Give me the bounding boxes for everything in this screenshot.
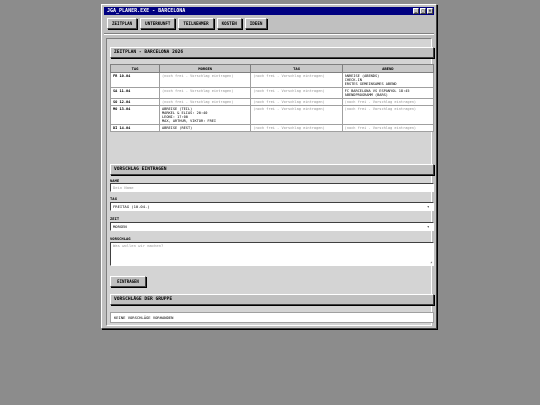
schedule-cell-morgen[interactable]	[160, 88, 251, 99]
col-morgen: MORGEN	[160, 65, 251, 73]
schedule-cell-abend[interactable]	[342, 125, 433, 132]
schedule-day: FR 10.04	[111, 73, 160, 88]
title-bar[interactable]	[104, 7, 434, 15]
minimize-button[interactable]: _	[414, 8, 418, 13]
schedule-day: SO 12.04	[111, 99, 160, 106]
nav-divider	[104, 33, 434, 35]
content-panel	[106, 38, 432, 326]
schedule-entry: MARKEL & ELIAS: 20:40	[162, 111, 208, 115]
nav-unterkunft[interactable]: UNTERKUNFT	[140, 18, 175, 29]
schedule-cell-morgen[interactable]	[160, 99, 251, 106]
group-heading: VORSCHLÄGE DER GRUPPE	[110, 294, 434, 305]
group-proposals-list: KEINE VORSCHLÄGE VORHANDEN	[110, 312, 434, 323]
table-row	[111, 88, 434, 99]
day-select[interactable]	[110, 202, 434, 211]
schedule-entry: (noch frei - Vorschlag eintragen)	[344, 100, 417, 104]
schedule-cell-tag[interactable]	[251, 106, 342, 125]
proposal-label: VORSCHLAG	[110, 236, 131, 241]
schedule-entry: ABREISE (TEIL)	[162, 107, 193, 111]
schedule-cell-tag[interactable]	[251, 125, 342, 132]
name-label: NAME	[110, 178, 120, 183]
schedule-cell-morgen[interactable]	[160, 106, 251, 125]
schedule-entry: ABENDPROGRAMM (BARS)	[344, 93, 388, 97]
schedule-heading: ZEITPLAN - BARCELONA 2026	[110, 47, 434, 58]
nav-zeitplan[interactable]: ZEITPLAN	[107, 18, 137, 29]
schedule-cell-abend[interactable]	[342, 99, 433, 106]
form-heading: VORSCHLAG EINTRAGEN	[110, 164, 434, 175]
schedule-entry: FC BARCELONA VS ESPANYOL 18:45	[344, 89, 410, 93]
app-window	[101, 4, 437, 329]
chevron-down-icon: ▾	[427, 204, 430, 209]
main-nav	[107, 18, 267, 29]
col-tag-mid: TAG	[251, 65, 342, 73]
schedule-entry: ERSTES GEMEINSAMES ABEND	[344, 82, 397, 86]
schedule-entry: (noch frei - Vorschlag eintragen)	[253, 107, 325, 111]
col-abend: ABEND	[342, 65, 433, 73]
schedule-cell-tag[interactable]	[251, 73, 342, 88]
table-row	[111, 73, 434, 88]
schedule-day: DI 14.04	[111, 125, 160, 132]
proposal-textarea[interactable]	[110, 242, 434, 266]
schedule-entry: (noch frei - Vorschlag eintragen)	[253, 74, 325, 78]
resize-grip-icon[interactable]: ◢	[430, 260, 432, 264]
table-row	[111, 125, 434, 132]
schedule-entry: (noch frei - Vorschlag eintragen)	[162, 89, 234, 93]
schedule-entry: (noch frei - Vorschlag eintragen)	[253, 89, 325, 93]
schedule-cell-abend[interactable]	[342, 106, 433, 125]
schedule-entry: (noch frei - Vorschlag eintragen)	[253, 100, 325, 104]
submit-button[interactable]: EINTRAGEN	[110, 276, 146, 287]
schedule-entry: ABREISE (REST)	[162, 126, 193, 130]
table-row	[111, 106, 434, 125]
maximize-button[interactable]: □	[421, 8, 425, 13]
time-select[interactable]	[110, 222, 434, 231]
proposal-placeholder: Was wollen wir machen?	[113, 243, 164, 248]
schedule-table	[110, 64, 434, 132]
schedule-entry: LEONI: 17:00	[162, 115, 188, 119]
window-controls	[413, 8, 433, 14]
schedule-entry: (noch frei - Vorschlag eintragen)	[162, 100, 234, 104]
schedule-cell-morgen[interactable]	[160, 73, 251, 88]
schedule-cell-tag[interactable]	[251, 99, 342, 106]
schedule-cell-abend[interactable]	[342, 73, 433, 88]
time-label: ZEIT	[110, 216, 120, 221]
window-title: JGA_PLANER.EXE - BARCELONA	[107, 8, 186, 14]
col-tag: TAG	[111, 65, 160, 73]
day-label: TAG	[110, 196, 117, 201]
schedule-entry: ANREISE (ABENDS)	[344, 74, 380, 78]
nav-ideen[interactable]: IDEEN	[245, 18, 268, 29]
schedule-body	[111, 73, 434, 132]
schedule-cell-morgen[interactable]	[160, 125, 251, 132]
schedule-cell-abend[interactable]	[342, 88, 433, 99]
time-select-value: MORGEN	[113, 224, 127, 229]
schedule-header-row	[111, 65, 434, 73]
close-button[interactable]: ×	[428, 8, 432, 13]
table-row	[111, 99, 434, 106]
schedule-cell-tag[interactable]	[251, 88, 342, 99]
schedule-entry: (noch frei - Vorschlag eintragen)	[253, 126, 325, 130]
day-select-value: FREITAG (10.04.)	[113, 204, 150, 209]
schedule-entry: (noch frei - Vorschlag eintragen)	[344, 126, 417, 130]
schedule-entry: (noch frei - Vorschlag eintragen)	[344, 107, 417, 111]
nav-teilnehmer[interactable]: TEILNEHMER	[178, 18, 213, 29]
schedule-entry: CHECK-IN	[344, 78, 362, 82]
name-input[interactable]: Dein Name	[110, 183, 434, 192]
schedule-day: SA 11.04	[111, 88, 160, 99]
schedule-entry: (noch frei - Vorschlag eintragen)	[162, 74, 234, 78]
schedule-entry: MAX, ARTHUR, VIKTOR: FREI	[162, 119, 217, 123]
nav-kosten[interactable]: KOSTEN	[217, 18, 242, 29]
chevron-down-icon: ▾	[427, 224, 430, 229]
schedule-day: MO 13.04	[111, 106, 160, 125]
